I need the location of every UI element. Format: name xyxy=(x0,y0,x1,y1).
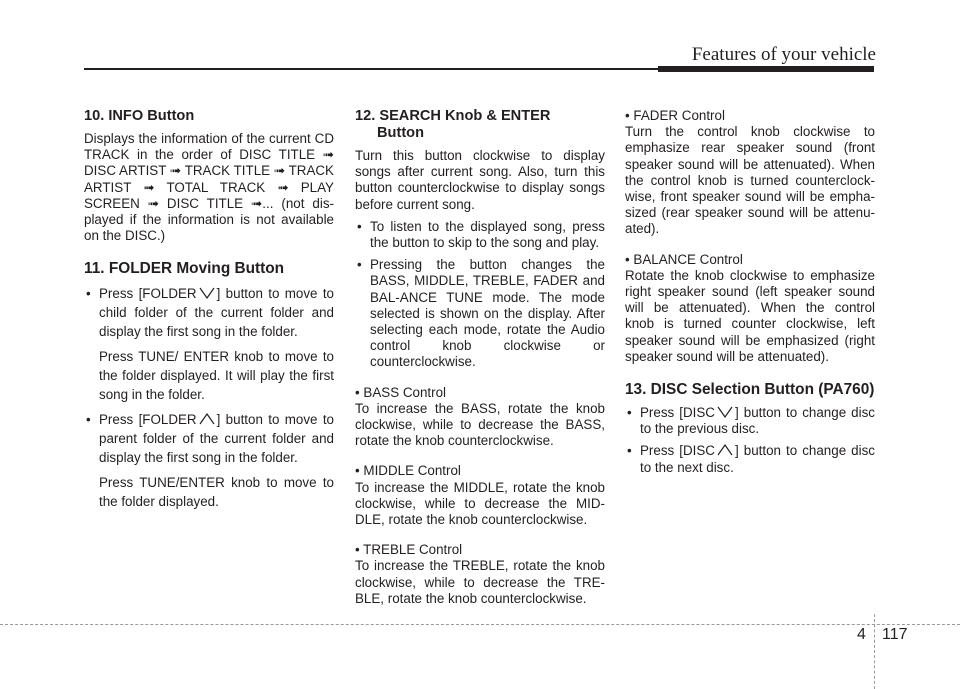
folder-b1-post: ] button to move to child folder of the current folder and display the first song in the folder. xyxy=(99,286,334,340)
middle-text: To increase the MIDDLE, rotate the knob clockwise, while to decrease the MID-DLE, rotate the knob counterclockwise. xyxy=(355,479,605,528)
folder-note-2: Press TUNE/ENTER knob to move to the folder displayed. xyxy=(99,475,334,510)
footer-page-divider xyxy=(874,614,875,689)
search-text: Turn this button clockwise to display songs after current song. Also, turn this button counterclockwise to display songs before current song. xyxy=(355,148,605,212)
bass-label: • BASS Control xyxy=(355,384,447,400)
folder-bullet-up xyxy=(84,410,334,467)
disc-b1-post: ] button to change disc to the previous disc. xyxy=(640,405,875,437)
footer-divider xyxy=(0,624,960,625)
chapter-number: 4 xyxy=(857,626,866,643)
search-heading-line2: Button xyxy=(377,125,425,141)
disc-bullet-down xyxy=(625,405,875,437)
disc-b2-pre: Press [DISC xyxy=(640,443,715,459)
folder-bullet-down xyxy=(84,284,334,341)
chevron-up-icon xyxy=(717,444,733,456)
folder-b2-pre: Press [FOLDER xyxy=(99,412,197,428)
column-3 xyxy=(625,108,875,476)
page-number: 117 xyxy=(882,626,908,643)
search-heading-line1: 12. SEARCH Knob & ENTER xyxy=(355,108,551,124)
fader-text: Turn the control knob clockwise to emphasize rear speaker sound (front speaker sound will be attenuated). When the control knob is turned counterclock-wise, front speaker sound will be empha-sized (rear speaker sound will be attenu-ated). xyxy=(625,124,875,237)
search-bullet-2: • Pressing the button changes the BASS, MIDDLE, TREBLE, FADER and BAL-ANCE TUNE mode. The mode selected is shown on the display. After selecting each mode, rotate the Audio control knob clockwise or counterclockwise. xyxy=(355,257,605,370)
column-2 xyxy=(355,108,605,607)
middle-label: • MIDDLE Control xyxy=(355,463,461,479)
balance-label: • BALANCE Control xyxy=(625,251,743,267)
folder-b1-pre: Press [FOLDER xyxy=(99,286,197,302)
balance-text: Rotate the knob clockwise to emphasize right speaker sound (left speaker sound will be attenuated). When the control knob is turned counter clockwise, left speaker sound will be emphasized (right speaker sound will be attenuated). xyxy=(625,267,875,364)
bass-text: To increase the BASS, rotate the knob clockwise, while to decrease the BASS, rotate the knob counterclockwise. xyxy=(355,400,605,449)
info-heading: 10. INFO Button xyxy=(84,108,195,124)
chevron-down-icon xyxy=(199,287,215,299)
disc-heading: 13. DISC Selection Button (PA760) xyxy=(625,381,875,399)
info-text: Displays the information of the current CD TRACK in the order of DISC TITLE ➟ DISC ARTIST ➟ TRACK TITLE ➟ TRACK ARTIST ➟ TOTAL TRACK ➟ PLAY SCREEN ➟ DISC TITLE ➟... (not dis-played if the information is not available on the DISC.) xyxy=(84,131,334,244)
column-1 xyxy=(84,108,334,511)
chevron-down-icon xyxy=(717,406,733,418)
search-bullet-1: • To listen to the displayed song, press the button to skip to the song and play. xyxy=(355,219,605,251)
header-rule-accent xyxy=(658,66,874,72)
folder-b2-post: ] button to move to parent folder of the current folder and display the first song in the folder. xyxy=(99,412,334,466)
chevron-up-icon xyxy=(199,413,215,425)
folder-heading: 11. FOLDER Moving Button xyxy=(84,260,285,278)
disc-b2-post: ] button to change disc to the next disc. xyxy=(640,443,875,475)
treble-text: To increase the TREBLE, rotate the knob clockwise, while to decrease the TRE-BLE, rotate the knob counterclockwise. xyxy=(355,558,605,606)
treble-label: • TREBLE Control xyxy=(355,542,463,558)
fader-label: • FADER Control xyxy=(625,108,725,123)
header-title: Features of your vehicle xyxy=(691,44,876,65)
search-heading xyxy=(355,108,605,142)
folder-note-1: Press TUNE/ ENTER knob to move to the folder displayed. It will play the first song in the folder. xyxy=(99,349,334,403)
disc-b1-pre: Press [DISC xyxy=(640,405,715,421)
disc-bullet-up xyxy=(625,443,875,475)
